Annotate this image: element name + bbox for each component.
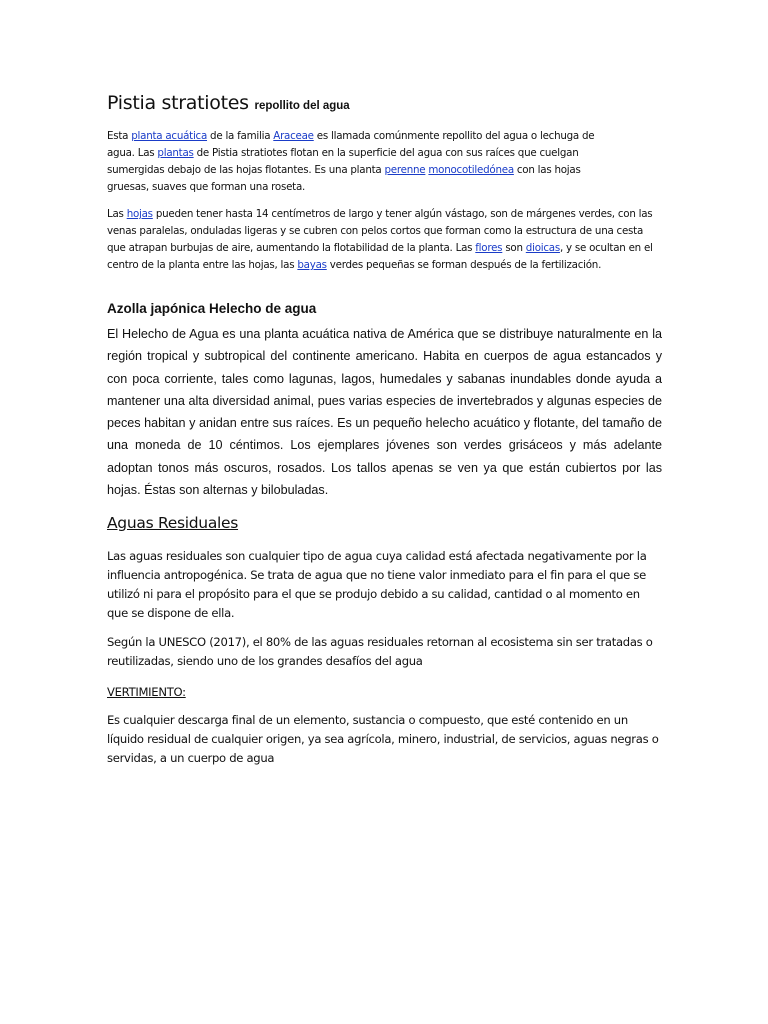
label-vertimiento: VERTIMIENTO: (107, 685, 186, 699)
link-hojas[interactable]: hojas (126, 208, 153, 220)
heading-azolla: Azolla japónica Helecho de agua (107, 301, 317, 316)
link-dioicas[interactable]: dioicas (525, 242, 560, 254)
paragraph-aguas-definicion: Las aguas residuales son cualquier tipo de agua cuya calidad está afectada negativamente por la influencia antropogénica. Se trata de agua que no tiene valor inmediato para el fin para el que se utilizó ni para el propósito para el que se produjo debido a su calidad, cantidad o al momento en que se dispone de ella. (107, 549, 647, 620)
paragraph-pistia-hojas (107, 206, 663, 274)
text-run: de la familia (207, 130, 274, 142)
link-planta-acuatica[interactable]: planta acuática (131, 130, 208, 142)
text-run: es llamada comúnmente repollito del agua o lechuga de agua. Las (107, 130, 595, 159)
link-perenne[interactable]: perenne (384, 164, 426, 176)
text-run: verdes pequeñas se forman después de la fertilización. (326, 259, 602, 271)
heading-pistia-subtitle: repollito del agua (254, 100, 350, 112)
link-plantas[interactable]: plantas (157, 147, 194, 159)
text-run: son (502, 242, 526, 254)
link-bayas[interactable]: bayas (297, 259, 327, 271)
text-run: pueden tener hasta 14 centímetros de largo y tener algún vástago, son de márgenes verdes, con las venas paralelas, onduladas ligeras y se cubren con pelos cortos que forman como la estructura de una cesta que atrapan burbujas de aire, aumentando la flotabilidad de la planta. Las (107, 208, 653, 254)
paragraph-vertimiento: Es cualquier descarga final de un elemento, sustancia o compuesto, que esté contenido en un líquido residual de cualquier origen, ya sea agrícola, minero, industrial, de servicios, aguas negras o servidas, a un cuerpo de agua (107, 713, 659, 765)
link-monocotiledonea[interactable]: monocotiledónea (428, 164, 514, 176)
text-run: Las (107, 208, 127, 220)
link-araceae[interactable]: Araceae (273, 130, 314, 142)
text-run: de Pistia stratiotes flotan en la superficie del agua con sus raíces que cuelgan sumergidas debajo de las hojas flotantes. Es una planta (107, 147, 579, 176)
link-flores[interactable]: flores (475, 242, 503, 254)
text-run: , y se ocultan en el centro de la planta entre las hojas, las (107, 242, 653, 271)
paragraph-unesco: Según la UNESCO (2017), el 80% de las aguas residuales retornan al ecosistema sin ser tratadas o reutilizadas, siendo uno de los grandes desafíos del agua (107, 635, 653, 668)
paragraph-pistia-intro (107, 128, 607, 196)
heading-aguas-residuales: Aguas Residuales (107, 514, 239, 532)
text-run: con las hojas gruesas, suaves que forman una roseta. (107, 164, 581, 193)
text-run: Esta (107, 130, 132, 142)
heading-pistia-title: Pistia stratiotes (107, 92, 249, 114)
paragraph-helecho: El Helecho de Agua es una planta acuática nativa de América que se distribuye naturalmente en la región tropical y subtropical del continente americano. Habita en cuerpos de agua estancados y con poca corriente, tales como lagunas, lagos, humedales y sabanas inundables donde ayuda a mantener una alta diversidad animal, pues varias especies de invertebrados y algunas especies de peces habitan y anidan entre sus raíces. Es un pequeño helecho acuático y flotante, del tamaño de una moneda de 10 céntimos. Los ejemplares jóvenes son verdes grisáceos y más adelante adoptan tonos más oscuros, rosados. Los tallos apenas se ven ya que están cubiertos por las hojas. Éstas son alternas y bilobuladas. (107, 327, 662, 498)
heading-pistia (107, 92, 667, 114)
